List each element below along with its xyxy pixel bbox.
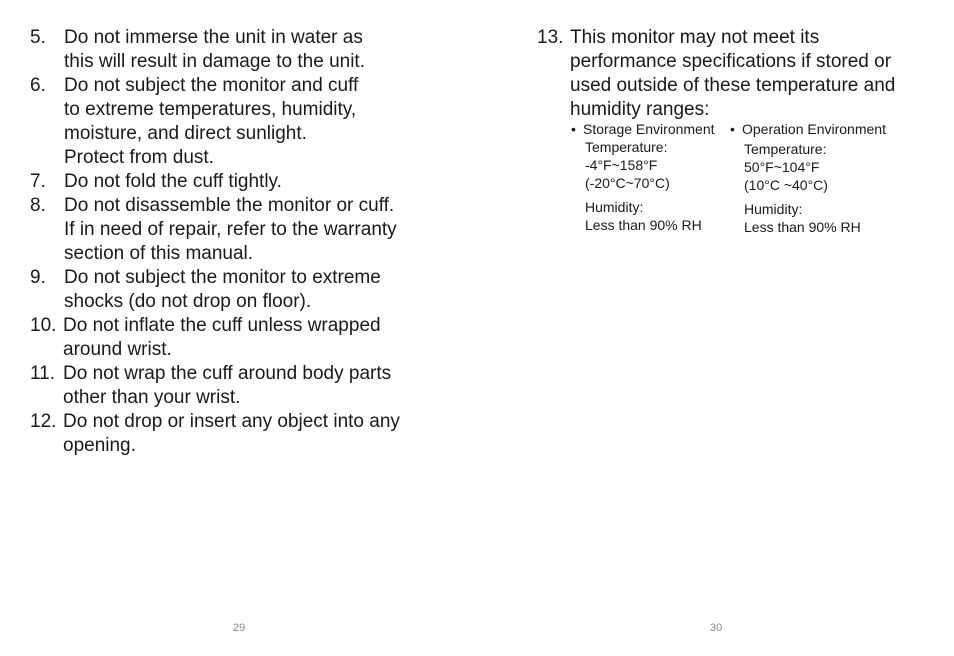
storage-temp-label: Temperature: <box>585 139 668 155</box>
item-line: moisture, and direct sunlight. <box>64 123 307 144</box>
item-text <box>64 266 430 314</box>
item-number: 5. <box>30 27 46 48</box>
precaution-list-right <box>537 26 937 122</box>
item-line: to extreme temperatures, humidity, <box>64 99 357 120</box>
storage-heading <box>571 120 715 138</box>
item-line: humidity ranges: <box>570 99 710 120</box>
item-line: Do not subject the monitor to extreme <box>64 267 381 288</box>
item-line: Do not wrap the cuff around body parts <box>63 363 392 384</box>
item-number: 9. <box>30 267 46 288</box>
item-number: 7. <box>30 171 46 192</box>
operation-temp-f: 50°F~104°F <box>744 159 820 175</box>
item-number: 10. <box>30 315 57 336</box>
storage-humidity-value: Less than 90% RH <box>585 217 702 233</box>
item-line: Protect from dust. <box>64 147 214 168</box>
item-line: If in need of repair, refer to the warranty <box>64 219 397 240</box>
item-line: Do not disassemble the monitor or cuff. <box>64 195 395 216</box>
list-item <box>537 26 937 122</box>
item-text <box>64 170 430 194</box>
item-line: opening. <box>63 435 136 456</box>
storage-temp-f: -4°F~158°F <box>585 157 658 173</box>
item-number: 12. <box>30 411 57 432</box>
item-line: Do not inflate the cuff unless wrapped <box>63 315 381 336</box>
item-line: shocks (do not drop on floor). <box>64 291 312 312</box>
list-item <box>30 314 430 362</box>
item-line: section of this manual. <box>64 243 254 264</box>
operation-environment <box>730 120 886 236</box>
storage-environment <box>571 120 715 234</box>
item-number: 8. <box>30 195 46 216</box>
list-item <box>30 74 430 170</box>
storage-heading-text: Storage Environment <box>583 121 715 137</box>
item-text <box>63 410 430 458</box>
item-line: used outside of these temperature and <box>570 75 896 96</box>
item-text <box>570 26 937 122</box>
operation-humidity-label: Humidity: <box>744 201 803 217</box>
list-item <box>30 170 430 194</box>
storage-humidity-label: Humidity: <box>585 199 644 215</box>
item-text <box>64 74 430 170</box>
bullet-icon: • <box>571 121 576 137</box>
bullet-icon: • <box>730 121 735 137</box>
page-number: 29 <box>233 622 246 634</box>
precaution-list-left <box>30 26 430 458</box>
operation-heading-text: Operation Environment <box>742 121 886 137</box>
operation-details <box>730 138 886 236</box>
item-line: Do not immerse the unit in water as <box>64 27 363 48</box>
list-item <box>30 266 430 314</box>
item-number: 11. <box>30 363 56 384</box>
storage-temp-c: (-20°C~70°C) <box>585 175 670 191</box>
item-line: Do not subject the monitor and cuff <box>64 75 359 96</box>
item-line: this will result in damage to the unit. <box>64 51 365 72</box>
operation-heading <box>730 120 886 138</box>
operation-humidity-value: Less than 90% RH <box>744 219 861 235</box>
item-text <box>63 362 430 410</box>
item-line: performance specifications if stored or <box>570 51 892 72</box>
list-item <box>30 362 430 410</box>
item-line: This monitor may not meet its <box>570 27 820 48</box>
item-line: Do not fold the cuff tightly. <box>64 171 282 192</box>
item-text <box>64 194 430 266</box>
item-text <box>63 314 430 362</box>
operation-temp-label: Temperature: <box>744 141 827 157</box>
item-line: around wrist. <box>63 339 172 360</box>
storage-details <box>571 138 715 234</box>
item-number: 13. <box>537 27 564 48</box>
right-page <box>477 0 954 656</box>
item-text <box>64 26 430 74</box>
list-item <box>30 26 430 74</box>
operation-temp-c: (10°C ~40°C) <box>744 177 828 193</box>
item-number: 6. <box>30 75 46 96</box>
item-line: other than your wrist. <box>63 387 241 408</box>
page-number: 30 <box>710 622 723 634</box>
list-item <box>30 410 430 458</box>
item-line: Do not drop or insert any object into any <box>63 411 400 432</box>
list-item <box>30 194 430 266</box>
